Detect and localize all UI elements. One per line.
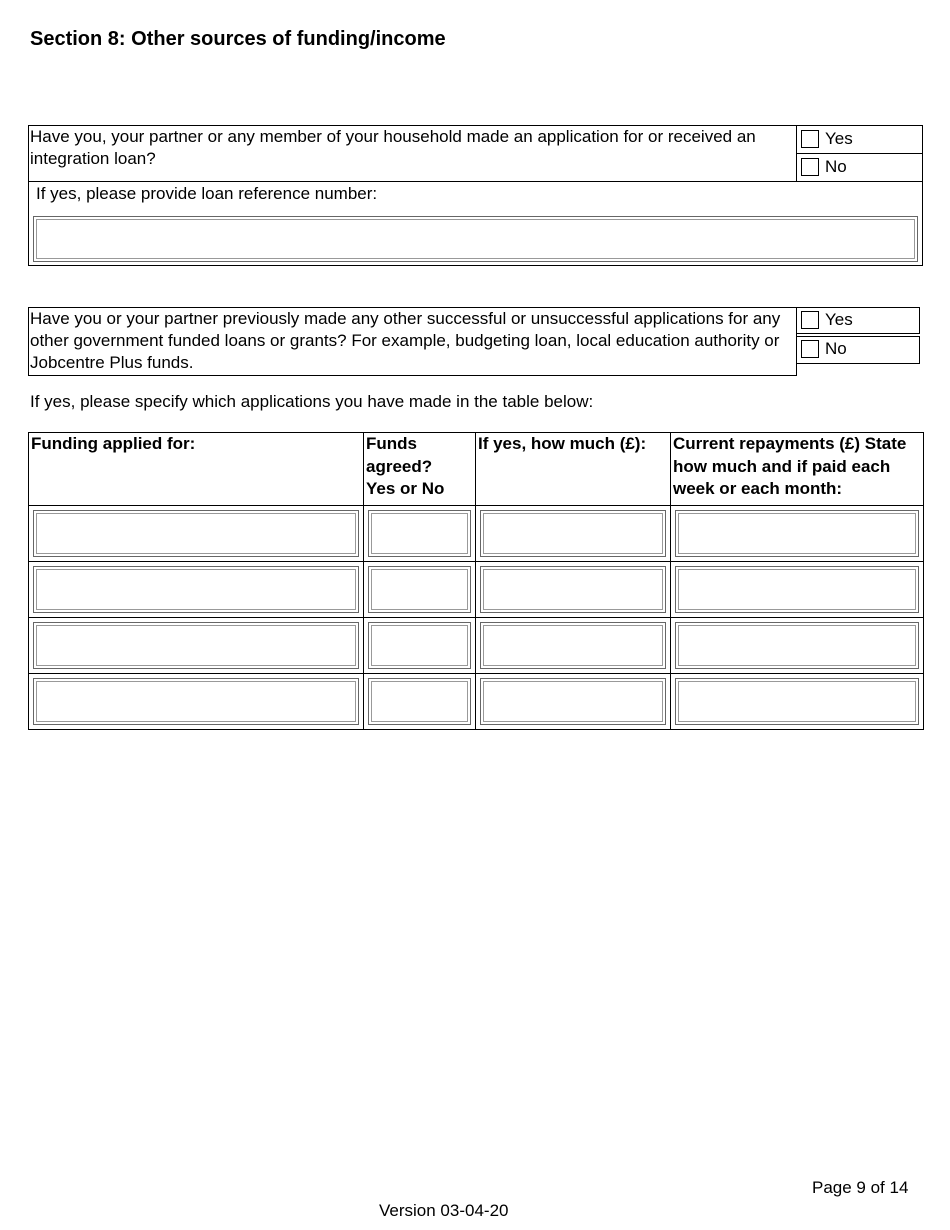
funds-agreed-input[interactable] <box>368 622 471 669</box>
other-applications-question <box>28 307 797 376</box>
page-number: Page 9 of 14 <box>812 1178 909 1197</box>
integration-loan-yes-label: Yes <box>825 129 853 148</box>
other-applications-no-option[interactable] <box>801 339 847 359</box>
funding-cell <box>29 505 364 561</box>
divider <box>796 126 797 182</box>
header-how-much: If yes, how much (£): <box>476 433 671 506</box>
table-row <box>29 561 924 617</box>
other-applications-yes-option[interactable] <box>801 310 853 330</box>
table-row <box>29 617 924 673</box>
integration-loan-yes-checkbox[interactable] <box>801 130 819 148</box>
funding-cell <box>29 561 364 617</box>
integration-loan-no-checkbox[interactable] <box>801 158 819 176</box>
agreed-cell <box>364 673 476 729</box>
funding-applied-for-input[interactable] <box>33 678 359 725</box>
amount-input[interactable] <box>480 566 666 613</box>
funding-applied-for-input[interactable] <box>33 566 359 613</box>
table-row <box>29 673 924 729</box>
repayments-cell <box>671 561 924 617</box>
amount-input[interactable] <box>480 678 666 725</box>
loan-reference-input[interactable] <box>33 216 918 262</box>
amount-cell <box>476 673 671 729</box>
specify-instruction: If yes, please specify which applications you have made in the table below: <box>30 392 594 411</box>
funding-table-header-row <box>29 433 924 506</box>
amount-cell <box>476 505 671 561</box>
other-applications-no-label: No <box>825 339 847 358</box>
divider <box>29 181 922 182</box>
version-label: Version 03-04-20 <box>379 1201 509 1220</box>
agreed-cell <box>364 505 476 561</box>
integration-loan-question-text: Have you, your partner or any member of your household made an application for or received an integration loan? <box>30 127 756 168</box>
other-applications-yes-cell <box>796 307 920 334</box>
repayments-cell <box>671 673 924 729</box>
repayments-cell <box>671 505 924 561</box>
other-applications-no-cell <box>796 336 920 364</box>
funds-agreed-input[interactable] <box>368 678 471 725</box>
funds-agreed-input[interactable] <box>368 566 471 613</box>
repayments-cell <box>671 617 924 673</box>
header-current-repayments: Current repayments (£) State how much and if paid each week or each month: <box>671 433 924 506</box>
agreed-cell <box>364 617 476 673</box>
agreed-cell <box>364 561 476 617</box>
integration-loan-yes-option[interactable] <box>801 129 853 149</box>
other-applications-yes-checkbox[interactable] <box>801 311 819 329</box>
amount-input[interactable] <box>480 510 666 557</box>
table-row <box>29 505 924 561</box>
amount-cell <box>476 617 671 673</box>
repayments-input[interactable] <box>675 678 919 725</box>
repayments-input[interactable] <box>675 622 919 669</box>
funding-applied-for-input[interactable] <box>33 622 359 669</box>
funds-agreed-input[interactable] <box>368 510 471 557</box>
header-funding-applied-for: Funding applied for: <box>29 433 364 506</box>
loan-reference-label: If yes, please provide loan reference number: <box>36 184 378 203</box>
section-title: Section 8: Other sources of funding/income <box>30 28 446 50</box>
funding-cell <box>29 617 364 673</box>
integration-loan-no-option[interactable] <box>801 157 847 177</box>
amount-cell <box>476 561 671 617</box>
other-applications-no-checkbox[interactable] <box>801 340 819 358</box>
header-funds-agreed: Funds agreed? Yes or No <box>364 433 476 506</box>
funding-cell <box>29 673 364 729</box>
divider <box>796 153 923 154</box>
other-applications-yes-label: Yes <box>825 310 853 329</box>
repayments-input[interactable] <box>675 510 919 557</box>
funding-applied-for-input[interactable] <box>33 510 359 557</box>
integration-loan-question <box>28 125 923 266</box>
funding-table <box>28 432 924 730</box>
other-applications-question-text: Have you or your partner previously made any other successful or unsuccessful applications for any other government funded loans or grants? For example, budgeting loan, local education authority or Jobcentre Plus funds. <box>30 309 781 372</box>
amount-input[interactable] <box>480 622 666 669</box>
repayments-input[interactable] <box>675 566 919 613</box>
integration-loan-no-label: No <box>825 157 847 176</box>
